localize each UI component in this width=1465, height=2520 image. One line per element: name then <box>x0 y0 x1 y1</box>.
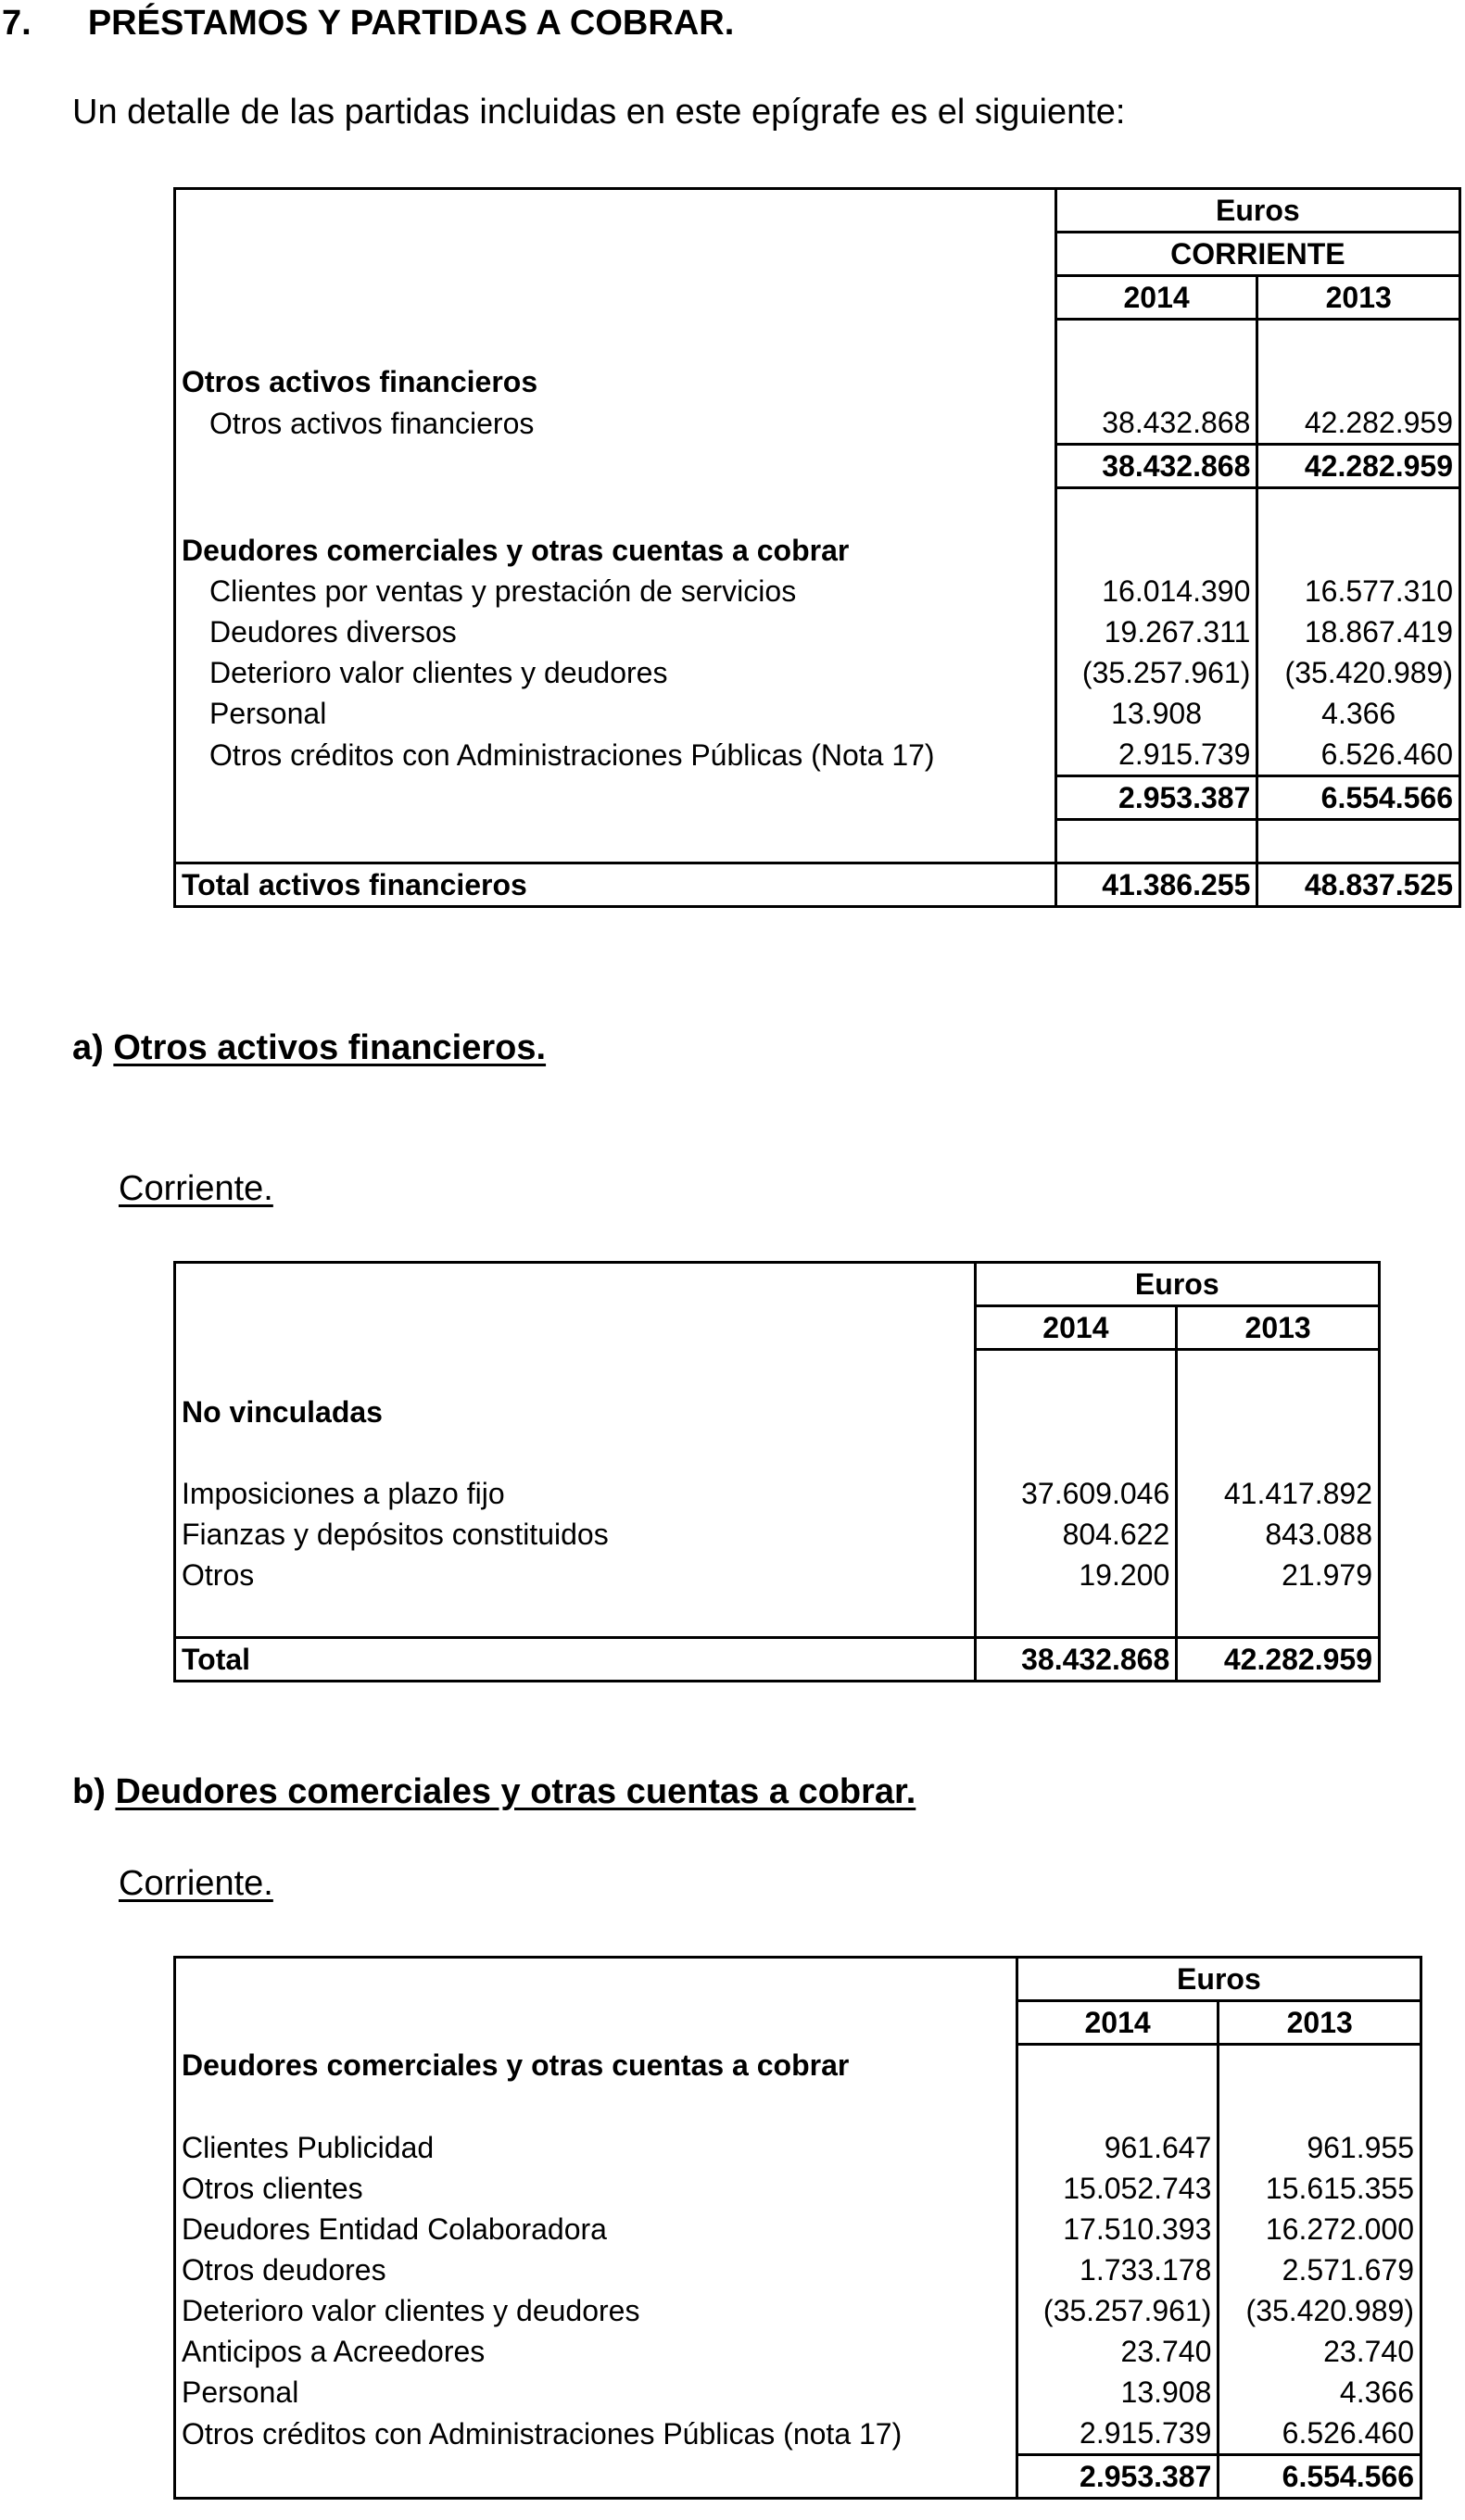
row-label: Imposiciones a plazo fijo <box>175 1473 976 1514</box>
table-row <box>175 2249 1421 2290</box>
deudores-table <box>173 1956 1422 2500</box>
header-euros: Euros <box>975 1263 1379 1306</box>
row-value-2013: 18.867.419 <box>1304 615 1453 649</box>
row-value-2014: 17.510.393 <box>1017 2209 1219 2249</box>
table-row <box>175 2372 1421 2413</box>
header-year-2013: 2013 <box>1177 1306 1380 1350</box>
section-heading <box>2 4 734 44</box>
row-value-2013: 6.526.460 <box>1320 737 1453 771</box>
group-title-row <box>175 530 1460 571</box>
row-value-2013: 4.366 <box>1339 2375 1414 2409</box>
group-title-row <box>175 2045 1421 2087</box>
subtotal-2014: 2.953.387 <box>1017 2455 1219 2499</box>
row-value-2013: (35.420.989) <box>1245 2294 1414 2327</box>
row-value-2014: 2.915.739 <box>1055 734 1257 776</box>
group-title: No vinculadas <box>175 1392 976 1432</box>
subsection-a-title: Otros activos financieros. <box>113 1028 547 1067</box>
subsection-b-prefix: b) <box>72 1772 106 1811</box>
subtotal-2013: 42.282.959 <box>1257 445 1460 488</box>
table-row <box>175 2413 1421 2455</box>
subtotal-row <box>175 445 1460 488</box>
header-year-2014: 2014 <box>1055 276 1257 320</box>
row-label: Otros créditos con Administraciones Públicas (Nota 17) <box>175 734 1056 776</box>
subtotal-2013: 6.554.566 <box>1219 2455 1421 2499</box>
row-value-2014: 38.432.868 <box>1055 402 1257 445</box>
table-row <box>175 611 1460 652</box>
row-label: Deterioro valor clientes y deudores <box>175 652 1056 693</box>
row-value-2013: 15.615.355 <box>1265 2172 1414 2205</box>
row-value-2013: (35.420.989) <box>1284 656 1453 689</box>
subsection-b-subtitle: Corriente. <box>119 1864 273 1903</box>
row-value-2014: 37.609.046 <box>975 1473 1177 1514</box>
row-value-2014: 2.915.739 <box>1017 2413 1219 2455</box>
row-label: Clientes Publicidad <box>175 2127 1017 2168</box>
subsection-a-subtitle: Corriente. <box>119 1169 273 1208</box>
summary-table <box>173 187 1461 908</box>
row-label: Fianzas y depósitos constituidos <box>175 1514 976 1555</box>
row-value-2013: 16.577.310 <box>1304 574 1453 608</box>
row-value-2014: 13.908 <box>1055 693 1257 734</box>
group-title-row <box>175 1392 1380 1432</box>
header-year-2013: 2013 <box>1257 276 1460 320</box>
total-2013: 42.282.959 <box>1177 1638 1380 1682</box>
row-value-2014: 19.267.311 <box>1055 611 1257 652</box>
row-value-2014: 23.740 <box>1017 2331 1219 2372</box>
header-year-2014: 2014 <box>975 1306 1177 1350</box>
row-value-2013: 42.282.959 <box>1304 406 1453 439</box>
subsection-a-prefix: a) <box>72 1028 104 1067</box>
header-year-2013: 2013 <box>1219 2001 1421 2045</box>
row-label: Personal <box>175 693 1056 734</box>
table-row <box>175 652 1460 693</box>
row-value-2013: 2.571.679 <box>1282 2253 1414 2287</box>
group-title-row <box>175 361 1460 402</box>
table-row <box>175 1514 1380 1555</box>
table-row <box>175 1473 1380 1514</box>
row-value-2014: 13.908 <box>1017 2372 1219 2413</box>
subtotal-row <box>175 776 1460 820</box>
group-title: Deudores comerciales y otras cuentas a cobrar <box>175 530 1056 571</box>
subsection-b-title: Deudores comerciales y otras cuentas a cobrar. <box>115 1772 916 1811</box>
row-value-2014: 16.014.390 <box>1055 571 1257 611</box>
total-label: Total activos financieros <box>175 863 1056 907</box>
table-row <box>175 402 1460 445</box>
row-label: Personal <box>175 2372 1017 2413</box>
row-value-2014: 961.647 <box>1017 2127 1219 2168</box>
header-euros: Euros <box>1055 189 1459 233</box>
row-value-2013: 23.740 <box>1323 2335 1414 2368</box>
subtotal-2014: 38.432.868 <box>1055 445 1257 488</box>
row-label: Otros <box>175 1555 976 1595</box>
row-label: Deudores Entidad Colaboradora <box>175 2209 1017 2249</box>
row-value-2014: (35.257.961) <box>1055 652 1257 693</box>
row-label: Otros deudores <box>175 2249 1017 2290</box>
subsection-a-heading <box>72 1028 546 1068</box>
table-row <box>175 734 1460 776</box>
row-value-2014: 1.733.178 <box>1017 2249 1219 2290</box>
table-row <box>175 571 1460 611</box>
total-2013: 48.837.525 <box>1257 863 1460 907</box>
table-row <box>175 1555 1380 1595</box>
subtotal-row <box>175 2455 1421 2499</box>
row-value-2013: 6.526.460 <box>1282 2416 1414 2450</box>
subtotal-2014: 2.953.387 <box>1055 776 1257 820</box>
row-label: Otros clientes <box>175 2168 1017 2209</box>
total-row <box>175 863 1460 907</box>
row-value-2013: 41.417.892 <box>1223 1477 1372 1510</box>
table-row <box>175 2290 1421 2331</box>
total-2014: 38.432.868 <box>975 1638 1177 1682</box>
row-value-2013: 843.088 <box>1265 1518 1372 1551</box>
row-label: Otros activos financieros <box>175 402 1056 445</box>
otros-activos-table <box>173 1261 1381 1682</box>
section-title: PRÉSTAMOS Y PARTIDAS A COBRAR. <box>87 4 735 43</box>
intro-paragraph: Un detalle de las partidas incluidas en este epígrafe es el siguiente: <box>72 93 1126 132</box>
table-row <box>175 2331 1421 2372</box>
total-2014: 41.386.255 <box>1055 863 1257 907</box>
row-label: Clientes por ventas y prestación de servicios <box>175 571 1056 611</box>
group-title: Deudores comerciales y otras cuentas a cobrar <box>175 2045 1017 2087</box>
row-value-2014: 15.052.743 <box>1017 2168 1219 2209</box>
header-euros: Euros <box>1017 1958 1421 2001</box>
row-label: Otros créditos con Administraciones Públicas (nota 17) <box>175 2413 1017 2455</box>
row-value-2014: 19.200 <box>975 1555 1177 1595</box>
row-label: Deudores diversos <box>175 611 1056 652</box>
subsection-b-heading <box>72 1772 916 1812</box>
table-row <box>175 2168 1421 2209</box>
row-value-2014: (35.257.961) <box>1017 2290 1219 2331</box>
group-title: Otros activos financieros <box>175 361 1056 402</box>
row-value-2013: 4.366 <box>1321 697 1396 730</box>
row-value-2013: 16.272.000 <box>1265 2212 1414 2246</box>
total-label: Total <box>175 1638 976 1682</box>
row-label: Deterioro valor clientes y deudores <box>175 2290 1017 2331</box>
row-label: Anticipos a Acreedores <box>175 2331 1017 2372</box>
section-number: 7. <box>2 4 32 43</box>
row-value-2014: 804.622 <box>975 1514 1177 1555</box>
table-row <box>175 693 1460 734</box>
table-row <box>175 2127 1421 2168</box>
row-value-2013: 21.979 <box>1282 1558 1372 1592</box>
header-corriente: CORRIENTE <box>1055 233 1459 276</box>
subtotal-2013: 6.554.566 <box>1257 776 1460 820</box>
row-value-2013: 961.955 <box>1307 2131 1414 2164</box>
table-row <box>175 2209 1421 2249</box>
header-year-2014: 2014 <box>1017 2001 1219 2045</box>
total-row <box>175 1638 1380 1682</box>
